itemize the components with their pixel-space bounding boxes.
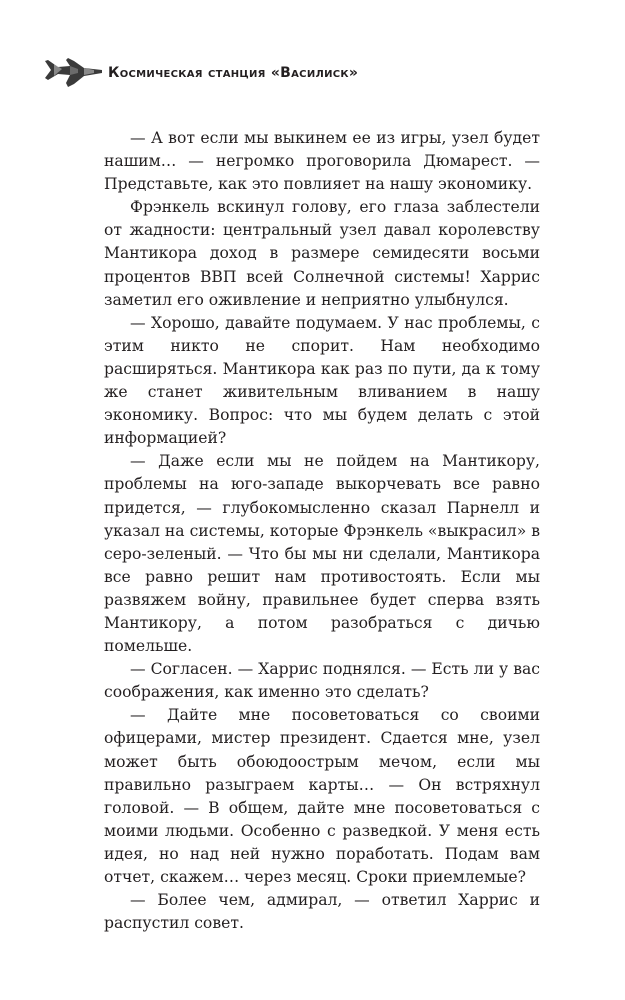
paragraph: — Даже если мы не пойдем на Мантикору, проблемы на юго-западе выкорчевать все равно придется, — глубокомысленно сказал Парнелл и указал на системы, которые Фрэнкель «выкрасил» в серо-зеленый. — Что бы мы ни сделали, Мантикора все равно решит нам противостоять. Если мы развяжем войну, правильнее будет сперва взять Мантикору, а потом разобраться с дичью помельше. (104, 452, 540, 656)
body-text (104, 127, 540, 935)
paragraph: — Дайте мне посоветоваться со своими офицерами, мистер президент. Сдается мне, узел может быть обоюдоострым мечом, если мы правильно разыграем карты… — Он встряхнул головой. — В общем, дайте мне посоветоваться с моими людьми. Особенно с разведкой. У меня есть идея, но над ней нужно поработать. Подам вам отчет, скажем… через месяц. Сроки приемлемые? (104, 706, 540, 886)
paragraph: — Хорошо, давайте подумаем. У нас проблемы, с этим никто не спорит. Нам необходимо расширяться. Мантикора как раз по пути, да к тому же станет живительным вливанием в нашу экономику. Вопрос: что мы будем делать с этой информацией? (104, 313, 540, 448)
running-header (44, 56, 584, 92)
paragraph: Фрэнкель вскинул голову, его глаза заблестели от жадности: центральный узел давал королевству Мантикора доход в размере семидесяти восьми процентов ВВП всей Солнечной системы! Харрис заметил его оживление и неприятно улыбнулся. (104, 198, 540, 309)
running-header-title: Космическая станция «Василиск» (108, 65, 359, 81)
paragraph: — Более чем, адмирал, — ответил Харрис и распустил совет. (104, 891, 540, 933)
paragraph: — А вот если мы выкинем ее из игры, узел будет нашим… — негромко проговорила Дюмарест. — Представьте, как это повлияет на нашу экономику. (104, 129, 540, 194)
starship-icon (44, 56, 104, 92)
paragraph: — Согласен. — Харрис поднялся. — Есть ли у вас соображения, как именно это сделать? (104, 660, 540, 702)
